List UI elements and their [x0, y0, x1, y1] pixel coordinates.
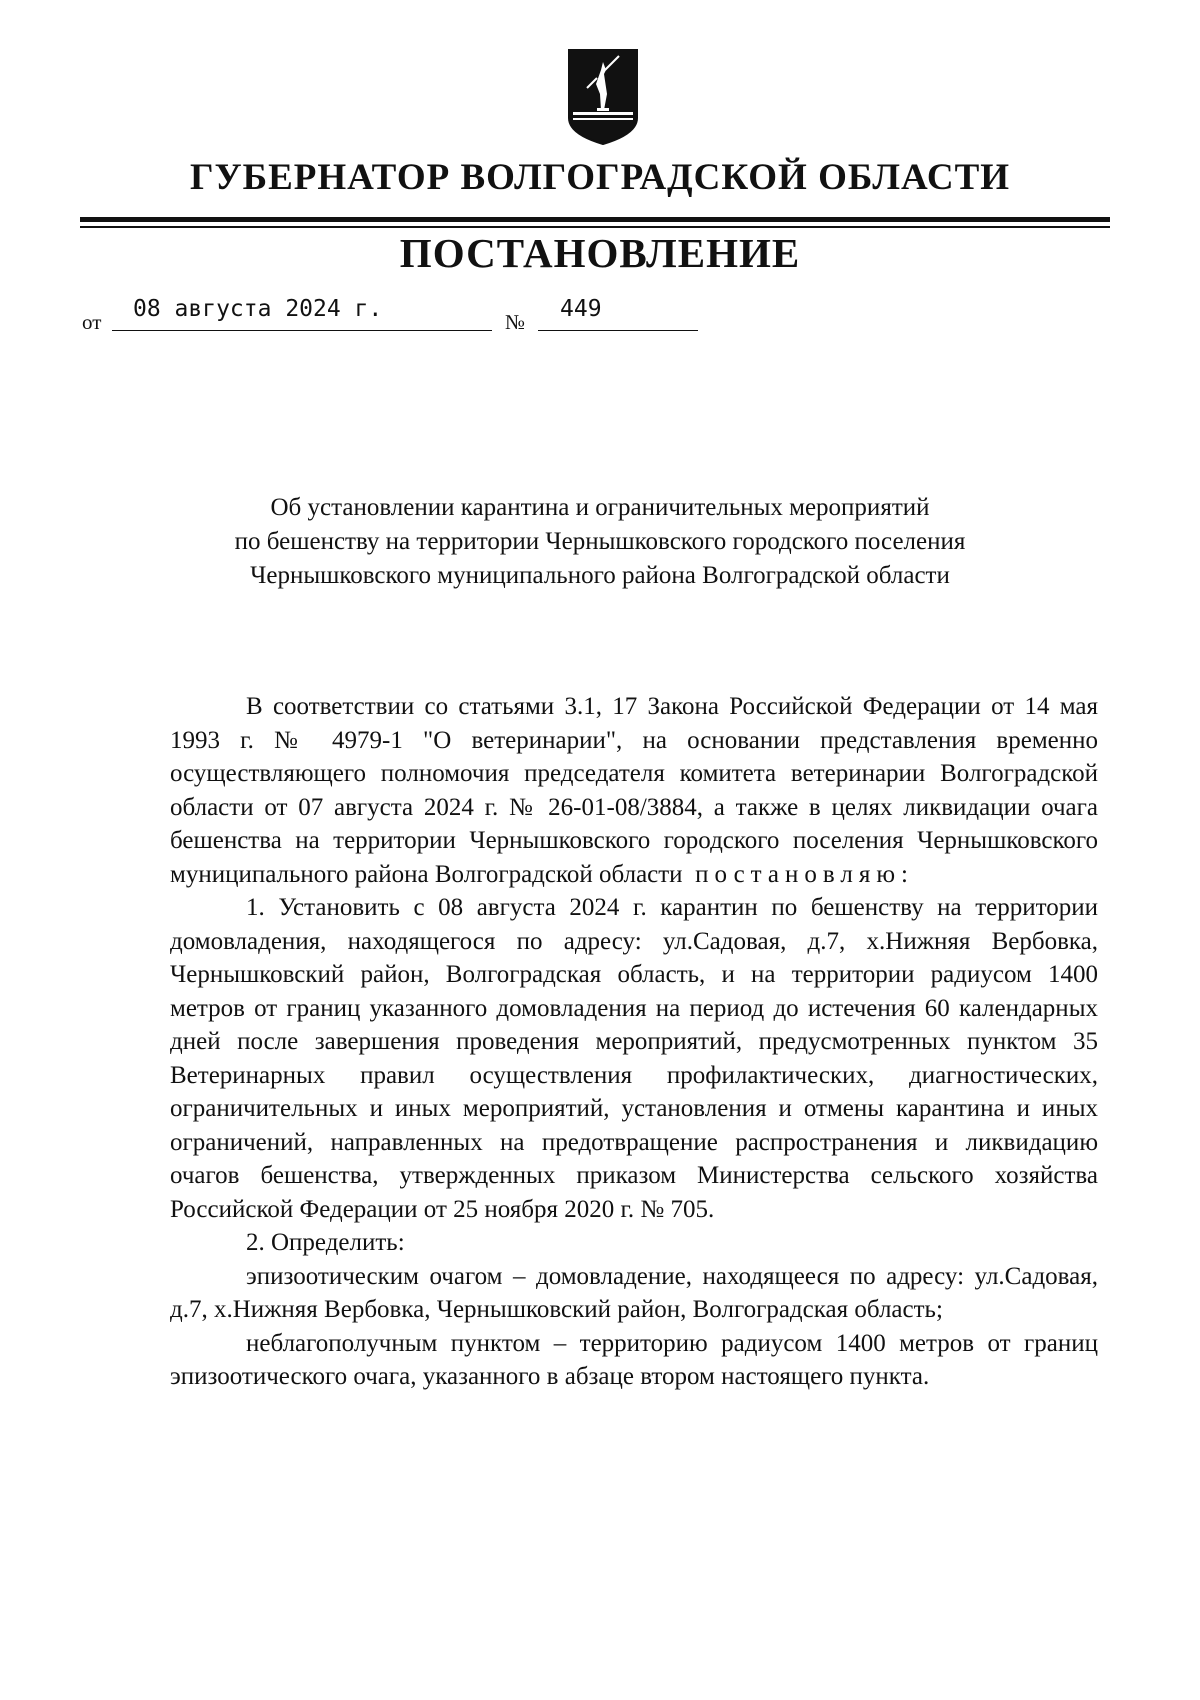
- document-body: [170, 690, 1098, 1394]
- document-subject: [0, 491, 1200, 593]
- document-number: 449: [560, 296, 602, 322]
- clause-2-epizootic-focus: эпизоотическим очагом – домовладение, находящееся по адресу: ул.Садовая, д.7, х.Нижняя Вербовка, Чернышковский район, Волгоградская область;: [170, 1262, 1098, 1323]
- preamble-text: В соответствии со статьями 3.1, 17 Закона Российской Федерации от 14 мая 1993 г. № 4979-1 "О ветеринарии", на основании представления временно осуществляющего полномочия председателя комитета ветеринарии Волгоградской области от 07 августа 2024 г. № 26-01-08/3884, а также в целях ликвидации очага бешенства на территории Чернышковского городского поселения Чернышковского муниципального района Волгоградской области: [170, 693, 1098, 888]
- number-underline: [538, 330, 698, 331]
- date-prefix: от: [82, 310, 102, 334]
- coat-of-arms-emblem: [567, 48, 639, 146]
- subject-line: Об установлении карантина и ограничительных мероприятий: [270, 494, 930, 521]
- issuing-authority: ГУБЕРНАТОР ВОЛГОГРАДСКОЙ ОБЛАСТИ: [189, 157, 1011, 198]
- clause-2-unfavorable-point: неблагополучным пунктом – территорию радиусом 1400 метров от границ эпизоотического очага, указанного в абзаце втором настоящего пункта.: [170, 1329, 1098, 1390]
- clause-1: 1. Установить с 08 августа 2024 г. карантин по бешенству на территории домовладения, находящегося по адресу: ул.Садовая, д.7, х.Нижняя Вербовка, Чернышковский район, Волгоградская область, и на территории радиусом 1400 метров от границ указанного домовладения на период до истечения 60 календарных дней после завершения проведения мероприятий, предусмотренных пунктом 35 Ветеринарных правил осуществления профилактических, диагностических, ограничительных и иных мероприятий, установления и отмены карантина и иных ограничений, направленных на предотвращение распространения и ликвидацию очагов бешенства, утвержденных приказом Министерства сельского хозяйства Российской Федерации от 25 ноября 2020 г. № 705.: [170, 894, 1098, 1223]
- subject-line: по бешенству на территории Чернышковского городского поселения: [234, 528, 966, 555]
- subject-line: Чернышковского муниципального района Волгоградской области: [250, 562, 950, 589]
- document-type-title: ПОСТАНОВЛЕНИЕ: [399, 230, 801, 276]
- clause-2-heading: 2. Определить:: [246, 1229, 405, 1256]
- document-date: 08 августа 2024 г.: [133, 296, 383, 322]
- preamble-paragraph: [170, 690, 1098, 891]
- header-divider-thin: [80, 226, 1110, 228]
- date-underline: [112, 330, 492, 331]
- decree-word: постановляю:: [695, 860, 914, 888]
- header-divider-thick: [80, 217, 1110, 222]
- number-prefix: №: [505, 310, 526, 334]
